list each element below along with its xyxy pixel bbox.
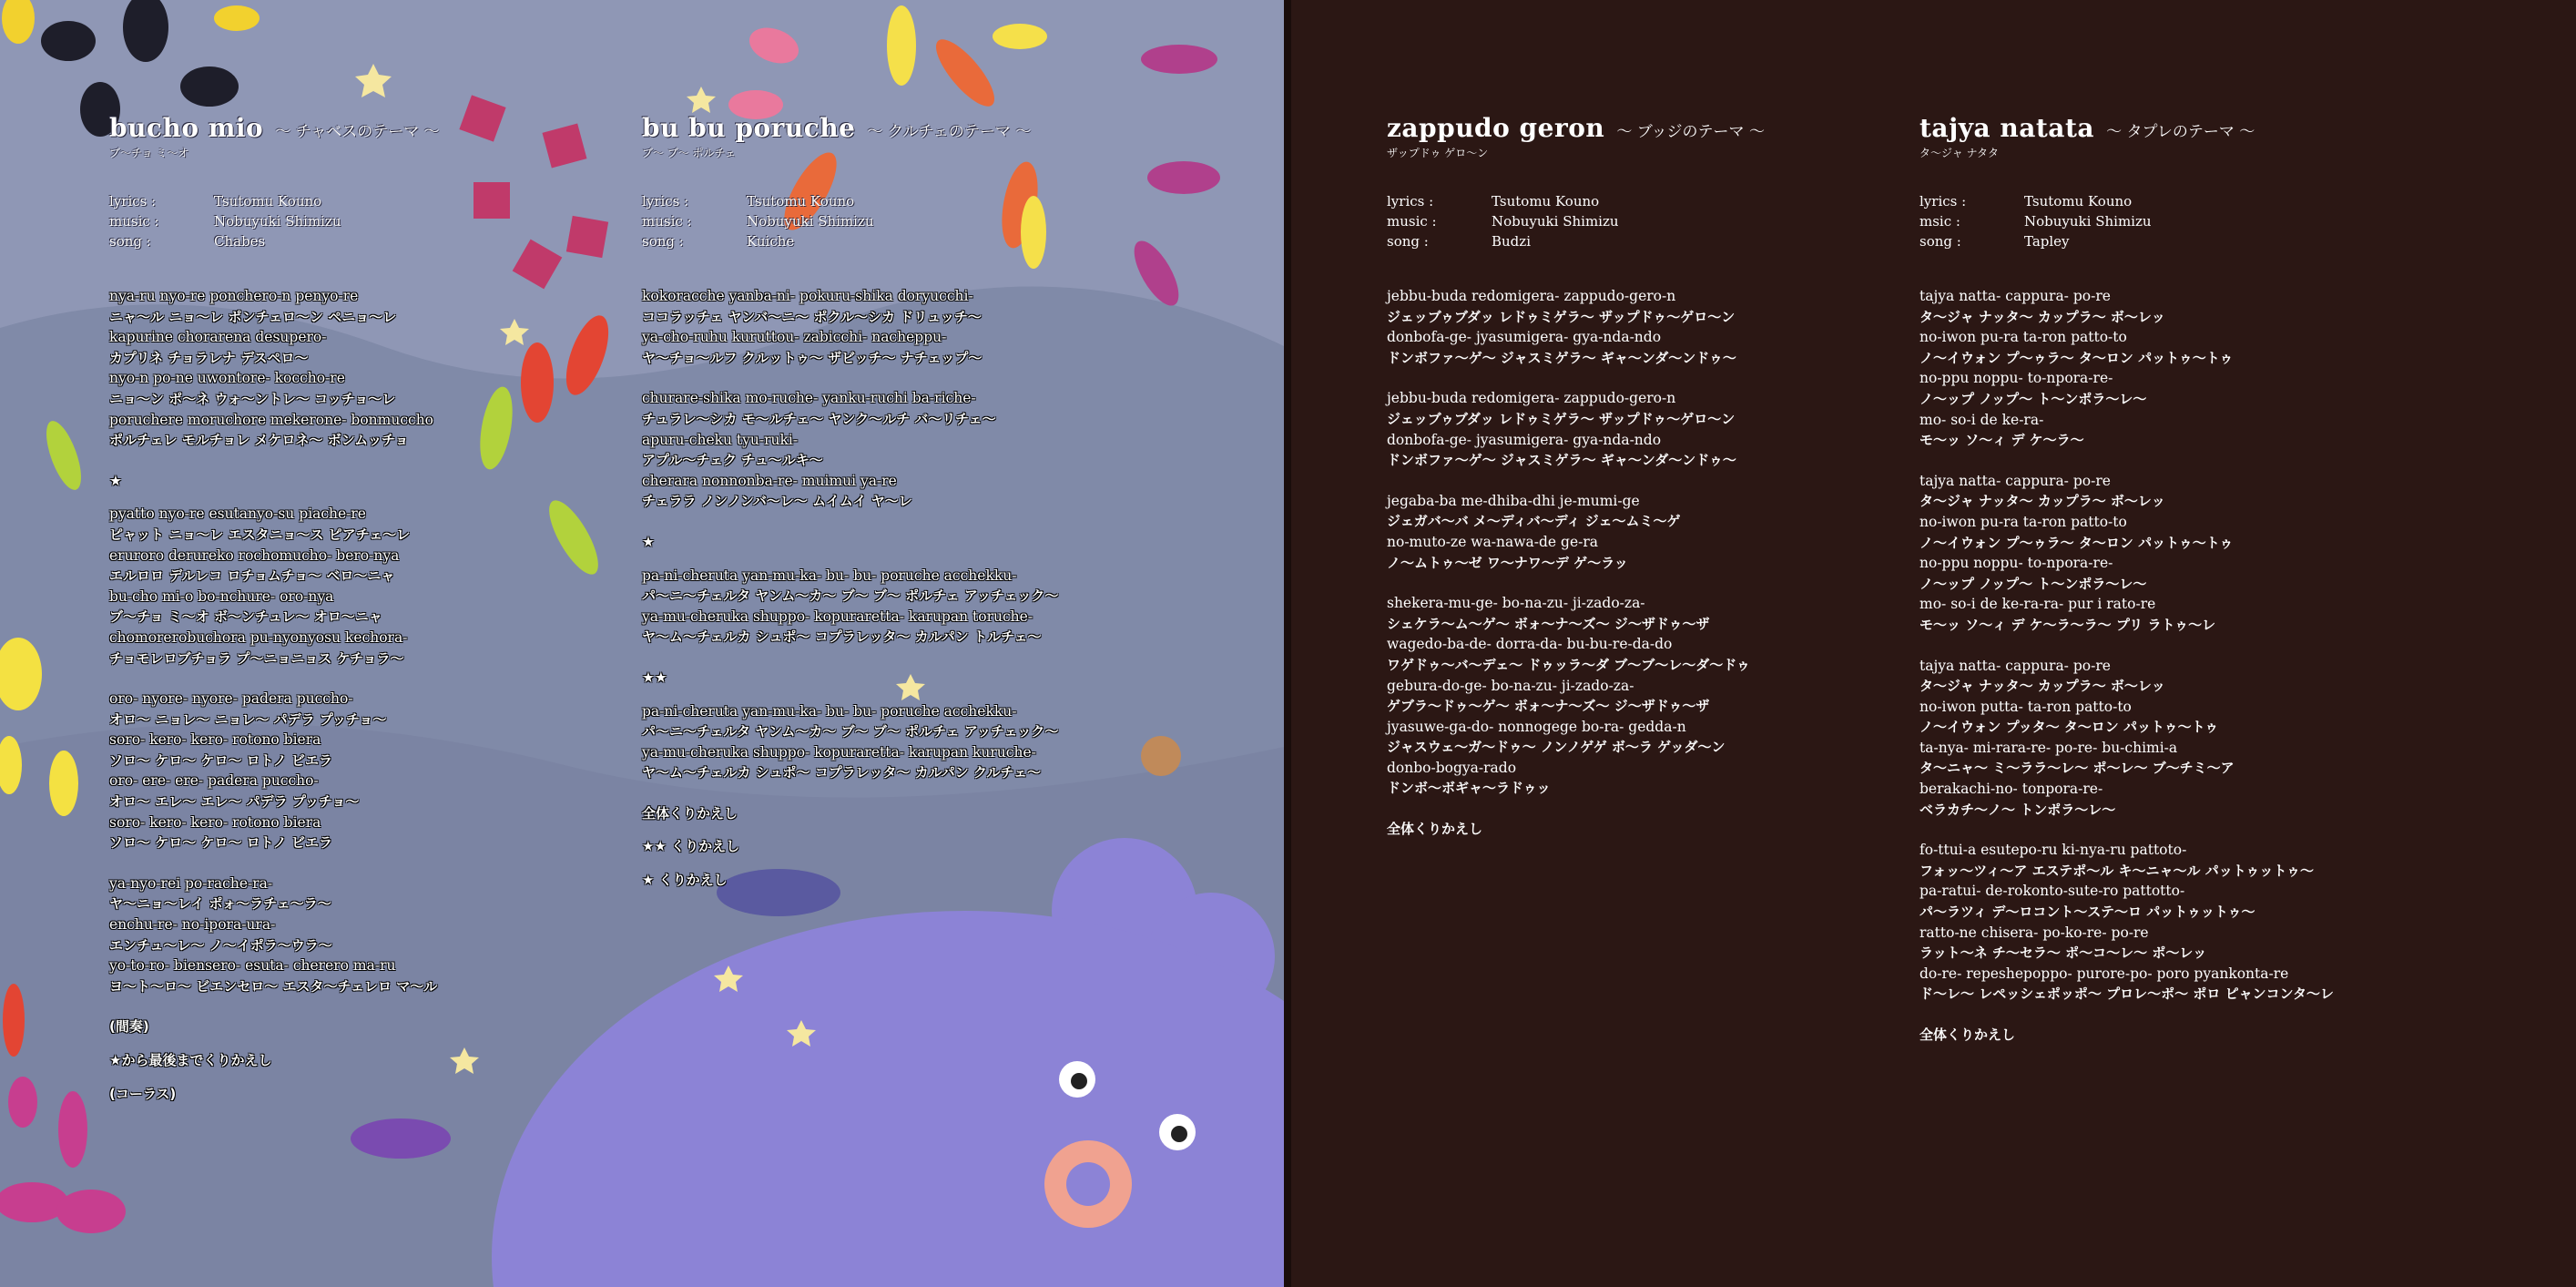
- credit-row: [1919, 231, 2334, 251]
- lyric-line: donbofa-ge- jyasumigera- gya-nda-ndo: [1387, 329, 1662, 346]
- lyric-line-kana: ブ～チョ ミ～オ ボ～ンチュレ～ オロ～ニャ: [109, 608, 382, 626]
- lyric-line-kana: カプリネ チョラレナ デスペロ～: [109, 349, 309, 366]
- lyric-line: tajya natta- cappura- po-re: [1919, 472, 2111, 489]
- credit-label: song :: [1919, 233, 1961, 250]
- lyric-line-kana: ヤ～チョ～ルフ クルットゥ～ ザビッチ～ ナチェップ～: [642, 349, 983, 366]
- credit-label: lyrics :: [109, 193, 157, 209]
- song-title-reading: タ～ジャ ナタタ: [1919, 147, 1999, 159]
- song-title-reading: ブ～ ブ～ ポルチェ: [642, 147, 737, 159]
- lyric-line-kana: ポルチェレ モルチョレ メケロネ～ ボンムッチョ: [109, 432, 409, 449]
- lyric-line: no-iwon pu-ra ta-ron patto-to: [1919, 513, 2127, 530]
- lyric-line-kana: ジェッブゥブダッ レドゥミゲラ～ ザップドゥ～ゲロ～ン: [1387, 410, 1736, 427]
- song-subtitle: ～ ブッジのテーマ ～: [1616, 123, 1765, 141]
- lyric-line-kana: ゲブラ～ドゥ～ゲ～ ボォ～ナ～ズ～ ジ～ザドゥ～ザ: [1387, 698, 1710, 715]
- lyric-block: [1919, 840, 2334, 1005]
- lyric-line-kana: モ～ッ ソ～ィ デ ケ～ラ～: [1919, 432, 2084, 449]
- credit-label: song :: [109, 233, 151, 250]
- lyric-line: ya-nyo-rei po-rache-ra-: [109, 874, 273, 892]
- lyric-block: [109, 504, 440, 669]
- lyric-line-kana: ヤ～ム～チェルカ シュポ～ コプラレッタ～ カルパン クルチェ～: [642, 764, 1042, 781]
- lyric-block: [1919, 471, 2334, 636]
- lyric-line-kana: ノ～イウォン プッタ～ タ～ロン パットゥ～トゥ: [1919, 719, 2219, 736]
- lyric-block: [642, 286, 1058, 368]
- credit-value: Nobuyuki Shimizu: [2024, 213, 2152, 230]
- lyric-line: jegaba-ba me-dhiba-dhi je-mumi-ge: [1387, 492, 1640, 509]
- lyric-line: no-muto-ze wa-nawa-de ge-ra: [1387, 533, 1599, 550]
- lyric-block: [1919, 656, 2334, 821]
- lyric-line: ★: [642, 533, 655, 550]
- lyric-line-kana: 全体くりかえし: [1387, 821, 1483, 838]
- lyric-line: jyasuwe-ga-do- nonnogege bo-ra- gedda-n: [1387, 718, 1686, 735]
- lyric-line: yo-to-ro- biensero- esuta- cherero ma-ru: [109, 957, 396, 975]
- lyric-line-kana: ノ～イウォン プ～ゥラ～ タ～ロン パットゥ～トゥ: [1919, 349, 2234, 366]
- credits: [1387, 191, 1765, 251]
- credit-value: Nobuyuki Shimizu: [214, 213, 341, 230]
- lyric-line: no-ppu noppu- to-npora-re-: [1919, 370, 2113, 387]
- lyric-line-kana: チュラレ～シカ モ～ルチェ～ ヤンク～ルチ バ～リチェ～: [642, 410, 996, 427]
- credit-row: [109, 231, 440, 251]
- lyric-block: [1387, 593, 1765, 799]
- lyric-block: [642, 701, 1058, 783]
- lyric-line-kana: オロ～ ニョレ～ ニョレ～ パデラ プッチョ～: [109, 710, 387, 728]
- lyric-block: [109, 873, 440, 997]
- booklet-spine: [1284, 0, 1291, 1287]
- lyric-line-kana: ド～レ～ レペッシェポッポ～ プロレ～ポ～ ポロ ピャンコンタ～レ: [1919, 986, 2334, 1003]
- lyric-line-kana: ピャット ニョ～レ エスタニョ～ス ピアチェ～レ: [109, 526, 411, 543]
- credit-value: Chabes: [214, 233, 266, 250]
- lyric-line: nya-ru nyo-re ponchero-n penyo-re: [109, 288, 359, 304]
- lyric-line-kana: ドンボ～ボギャ～ラドゥッ: [1387, 780, 1551, 797]
- lyric-line-kana: ドンボファ～ゲ～ ジャスミゲラ～ ギャ～ンダ～ンドゥ～: [1387, 452, 1736, 469]
- credit-value: Tapley: [2024, 233, 2070, 250]
- lyric-block: [109, 1050, 440, 1071]
- lyric-line: mo- so-i de ke-ra-ra- pur i rato-re: [1919, 596, 2156, 613]
- lyric-line-kana: ソロ～ ケロ～ ケロ～ ロトノ ビエラ: [109, 751, 332, 769]
- credit-row: [1387, 211, 1765, 231]
- lyric-line-kana: ノ～ムトゥ～ゼ ワ～ナワ～デ ゲ～ラッ: [1387, 554, 1628, 571]
- lyric-block: [642, 388, 1058, 512]
- credit-label: lyrics :: [1387, 193, 1434, 209]
- lyric-block: [1387, 491, 1765, 573]
- lyrics: [1387, 286, 1765, 840]
- song-title-reading: ザップドゥ ゲロ～ン: [1387, 147, 1489, 159]
- left-page: [0, 0, 1284, 1287]
- lyric-line: donbo-bogya-rado: [1387, 759, 1517, 776]
- lyric-line-kana: ソロ～ ケロ～ ケロ～ ロトノ ビエラ: [109, 834, 332, 852]
- lyric-line: ya-mu-cheruka shuppo- kopuraretta- karupan kuruche-: [642, 743, 1036, 761]
- lyric-line-kana: エンチュ～レ～ ノ～イポラ～ウラ～: [109, 936, 332, 954]
- lyric-line-kana: ニャ～ル ニョ～レ ポンチェロ～ン ペニョ～レ: [109, 308, 397, 325]
- lyric-line-kana: ジェガバ～バ メ～ディバ～ディ ジェ～ムミ～ゲ: [1387, 513, 1681, 530]
- credit-row: [109, 211, 440, 231]
- lyric-line-kana: ヤ～ニョ～レイ ポォ～ラチェ～ラ～: [109, 895, 331, 913]
- lyric-block: [1387, 286, 1765, 368]
- lyric-line: ya-cho-ruhu kuruttou- zabicchi- nacheppu-: [642, 329, 947, 346]
- lyric-line-kana: ★から最後までくりかえし: [109, 1052, 272, 1068]
- song-title-line: [1387, 113, 1765, 143]
- lyric-line: pyatto nyo-re esutanyo-su piache-re: [109, 506, 366, 523]
- lyric-line: ratto-ne chisera- po-ko-re- po-re: [1919, 924, 2149, 941]
- lyric-line: do-re- repeshepoppo- purore-po- poro pyankonta-re: [1919, 965, 2289, 982]
- lyric-line-kana: ★★ くりかえし: [642, 838, 740, 855]
- lyric-line-kana: エルロロ デルレコ ロチョムチョ～ ベロ～ニャ: [109, 567, 395, 585]
- lyric-line: tajya natta- cappura- po-re: [1919, 657, 2111, 674]
- lyric-block: [642, 668, 1058, 689]
- lyric-line-kana: タ～ジャ ナッタ～ カップラ～ ボ～レッ: [1919, 678, 2165, 695]
- lyric-block: [1919, 286, 2334, 451]
- credit-row: [1387, 231, 1765, 251]
- song-title-line: [109, 113, 440, 143]
- lyric-line: jebbu-buda redomigera- zappudo-gero-n: [1387, 288, 1676, 304]
- lyric-line-kana: パ～ラツィ デ～ロコント～ステ～ロ パットゥットゥ～: [1919, 904, 2255, 921]
- lyric-line: pa-ni-cheruta yan-mu-ka- bu- bu- poruche acchekku-: [642, 702, 1017, 720]
- lyric-line: kokoracche yanba-ni- pokuru-shika doryucchi-: [642, 288, 973, 304]
- lyric-line-kana: 全体くりかえし: [642, 804, 738, 822]
- song-title-reading: ブ～チョ ミ～オ: [109, 147, 189, 159]
- lyric-line-kana: パ～ニ～チェルタ ヤンム～カ～ ブ～ ブ～ ポルチェ アッチェック～: [642, 723, 1059, 741]
- lyric-line-kana: タ～ジャ ナッタ～ カップラ～ ボ～レッ: [1919, 308, 2165, 325]
- lyric-line: chomorerobuchora pu-nyonyosu kechora-: [109, 628, 408, 646]
- lyric-line: pa-ratui- de-rokonto-sute-ro pattotto-: [1919, 883, 2185, 900]
- lyric-block: [109, 689, 440, 853]
- lyric-line-kana: タ～ニャ～ ミ～ララ～レ～ ポ～レ～ ブ～チミ～ア: [1919, 760, 2235, 777]
- credit-row: [1919, 191, 2334, 211]
- song-bu-bu-poruche: [642, 113, 1058, 904]
- lyric-line-kana: タ～ジャ ナッタ～ カップラ～ ボ～レッ: [1919, 493, 2165, 510]
- lyric-line-kana: モ～ッ ソ～ィ デ ケ～ラ～ラ～ プリ ラトゥ～レ: [1919, 616, 2216, 633]
- lyric-block: [642, 803, 1058, 824]
- lyric-line: no-iwon putta- ta-ron patto-to: [1919, 698, 2132, 715]
- credit-row: [1919, 211, 2334, 231]
- lyric-line: kapurine chorarena desupero-: [109, 329, 327, 346]
- lyric-line-kana: ベラカチ～ノ～ トンポラ～レ～: [1919, 801, 2116, 818]
- credit-label: music :: [642, 213, 692, 230]
- lyric-block: [109, 286, 440, 451]
- credit-row: [642, 231, 1058, 251]
- lyric-line: soro- kero- kero- rotono biera: [109, 731, 321, 749]
- lyric-line: apuru-cheku tyu-ruki-: [642, 431, 799, 448]
- lyric-line: churare-shika mo-ruche- yanku-ruchi ba-riche-: [642, 390, 976, 407]
- lyric-block: [1387, 388, 1765, 470]
- credit-label: lyrics :: [642, 193, 689, 209]
- lyric-line: fo-ttui-a esutepo-ru ki-nya-ru pattoto-: [1919, 842, 2187, 859]
- song-title: tajya natata: [1919, 113, 2095, 143]
- lyric-block: [109, 471, 440, 492]
- lyric-line: poruchere moruchore mekerone- bonmuccho: [109, 411, 434, 428]
- lyric-line: ★★: [642, 669, 667, 686]
- lyric-block: [642, 532, 1058, 553]
- song-title-line: [642, 113, 1058, 143]
- song-title: bu bu poruche: [642, 113, 856, 143]
- credit-label: music :: [109, 213, 159, 230]
- lyric-line: cherara nonnonba-re- muimui ya-re: [642, 472, 897, 489]
- lyric-block: [642, 870, 1058, 891]
- credit-row: [642, 211, 1058, 231]
- credit-value: Tsutomu Kouno: [2024, 193, 2133, 209]
- lyric-block: [642, 836, 1058, 857]
- credit-value: Nobuyuki Shimizu: [747, 213, 874, 230]
- lyrics: [109, 286, 440, 1104]
- lyric-line-kana: アプル～チェク チュ～ルキ～: [642, 452, 823, 469]
- lyric-line-kana: チョモレロブチョラ プ～ニョニョス ケチョラ～: [109, 649, 404, 667]
- credits: [642, 191, 1058, 251]
- credit-row: [1387, 191, 1765, 211]
- lyric-line: tajya natta- cappura- po-re: [1919, 288, 2111, 304]
- lyric-line: soro- kero- kero- rotono biera: [109, 813, 321, 831]
- credit-label: song :: [642, 233, 684, 250]
- lyric-line-kana: フォッ～ツィ～ア エステポ～ル キ～ニャ～ル パットゥットゥ～: [1919, 862, 2314, 879]
- lyric-line: nyo-n po-ne uwontore- koccho-re: [109, 370, 345, 387]
- credit-label: song :: [1387, 233, 1429, 250]
- credit-row: [109, 191, 440, 211]
- lyric-line-kana: ヤ～ム～チェルカ シュポ～ コプラレッタ～ カルパン トルチェ～: [642, 628, 1042, 646]
- song-subtitle: ～ クルチェのテーマ ～: [867, 123, 1032, 141]
- song-tajya-natata: [1919, 113, 2334, 1058]
- song-title: bucho mio: [109, 113, 264, 143]
- lyric-line: berakachi-no- tonpora-re-: [1919, 781, 2103, 798]
- lyric-line-kana: (コーラス): [109, 1085, 177, 1102]
- lyric-line: no-ppu noppu- to-npora-re-: [1919, 555, 2113, 572]
- song-bucho-mio: [109, 113, 440, 1117]
- lyric-line-kana: チェララ ノンノンバ～レ～ ムイムイ ヤ～レ: [642, 493, 912, 510]
- lyric-line: gebura-do-ge- bo-na-zu- ji-zado-za-: [1387, 677, 1634, 694]
- credit-value: Tsutomu Kouno: [1492, 193, 1600, 209]
- lyric-line-kana: ヨ～ト～ロ～ ビエンセロ～ エスタ～チェレロ マ～ル: [109, 977, 438, 995]
- lyric-line: ★: [109, 472, 122, 489]
- right-page: [1291, 0, 2576, 1287]
- lyric-line-kana: ココラッチェ ヤンバ～ニ～ ポクル～シカ ドリュッチ～: [642, 308, 982, 325]
- credit-value: Kuiche: [747, 233, 795, 250]
- credit-value: Tsutomu Kouno: [747, 193, 855, 209]
- song-title: zappudo geron: [1387, 113, 1605, 143]
- credit-label: music :: [1387, 213, 1437, 230]
- lyric-line: mo- so-i de ke-ra-: [1919, 411, 2044, 428]
- lyric-block: [109, 1084, 440, 1105]
- lyric-line-kana: シェケラ～ム～ゲ～ ボォ～ナ～ズ～ ジ～ザドゥ～ザ: [1387, 615, 1710, 632]
- lyric-line-kana: オロ～ エレ～ エレ～ パデラ プッチョ～: [109, 793, 360, 811]
- lyric-line-kana: ノ～ップ ノップ～ ト～ンポラ～レ～: [1919, 575, 2147, 592]
- lyric-line: donbofa-ge- jyasumigera- gya-nda-ndo: [1387, 431, 1662, 448]
- lyric-line-kana: ニョ～ン ポ～ネ ウォ～ントレ～ コッチョ～レ: [109, 390, 396, 407]
- lyric-line: ta-nya- mi-rara-re- po-re- bu-chimi-a: [1919, 739, 2178, 756]
- credit-label: lyrics :: [1919, 193, 1967, 209]
- lyric-line-kana: ノ～イウォン プ～ゥラ～ タ～ロン パットゥ～トゥ: [1919, 534, 2234, 551]
- song-subtitle: ～ タプレのテーマ ～: [2106, 123, 2255, 141]
- lyrics: [642, 286, 1058, 891]
- song-subtitle: ～ チャベスのテーマ ～: [275, 123, 440, 141]
- credit-row: [642, 191, 1058, 211]
- lyric-line: enchu-re- no-ipora-ura-: [109, 916, 276, 934]
- lyric-line: bu-cho mi-o bo-nchure- oro-nya: [109, 587, 334, 605]
- credit-value: Budzi: [1492, 233, 1531, 250]
- credit-label: msic :: [1919, 213, 1960, 230]
- lyric-block: [109, 1016, 440, 1037]
- credit-value: Nobuyuki Shimizu: [1492, 213, 1619, 230]
- lyric-line: wagedo-ba-de- dorra-da- bu-bu-re-da-do: [1387, 636, 1673, 653]
- lyric-line-kana: ジャスウェ～ガ～ドゥ～ ノンノゲゲ ボ～ラ ゲッダ～ン: [1387, 739, 1726, 756]
- lyric-line-kana: (間奏): [109, 1018, 149, 1036]
- lyric-line: oro- ere- ere- padera puccho-: [109, 772, 319, 790]
- lyric-line-kana: ワゲドゥ～バ～デェ～ ドゥッラ～ダ ブ～ブ～レ～ダ～ドゥ: [1387, 656, 1750, 673]
- lyric-line: eruroro derureko rochomucho- bero-nya: [109, 546, 400, 564]
- song-zappudo-geron: [1387, 113, 1765, 853]
- lyric-block: [1387, 819, 1765, 840]
- lyric-line: no-iwon pu-ra ta-ron patto-to: [1919, 329, 2127, 346]
- lyric-block: [1919, 1025, 2334, 1046]
- lyric-line-kana: 全体くりかえし: [1919, 1027, 2016, 1043]
- lyric-line: pa-ni-cheruta yan-mu-ka- bu- bu- poruche acchekku-: [642, 567, 1017, 584]
- lyric-line-kana: パ～ニ～チェルタ ヤンム～カ～ ブ～ ブ～ ポルチェ アッチェック～: [642, 587, 1059, 605]
- song-title-line: [1919, 113, 2334, 143]
- credits: [109, 191, 440, 251]
- lyric-line-kana: ノ～ップ ノップ～ ト～ンポラ～レ～: [1919, 390, 2147, 407]
- lyric-line-kana: ジェッブゥブダッ レドゥミゲラ～ ザップドゥ～ゲロ～ン: [1387, 308, 1736, 325]
- lyric-line: oro- nyore- nyore- padera puccho-: [109, 690, 353, 708]
- lyrics: [1919, 286, 2334, 1046]
- lyric-line-kana: ラット～ネ チ～セラ～ ポ～コ～レ～ ポ～レッ: [1919, 945, 2207, 962]
- lyric-block: [642, 566, 1058, 648]
- lyric-line: ya-mu-cheruka shuppo- kopuraretta- karupan toruche-: [642, 608, 1033, 625]
- lyric-line-kana: ★ くりかえし: [642, 872, 728, 889]
- lyric-line: jebbu-buda redomigera- zappudo-gero-n: [1387, 390, 1676, 407]
- credit-value: Tsutomu Kouno: [214, 193, 322, 209]
- lyric-line-kana: ドンボファ～ゲ～ ジャスミゲラ～ ギャ～ンダ～ンドゥ～: [1387, 349, 1736, 366]
- credits: [1919, 191, 2334, 251]
- lyric-line: shekera-mu-ge- bo-na-zu- ji-zado-za-: [1387, 595, 1645, 612]
